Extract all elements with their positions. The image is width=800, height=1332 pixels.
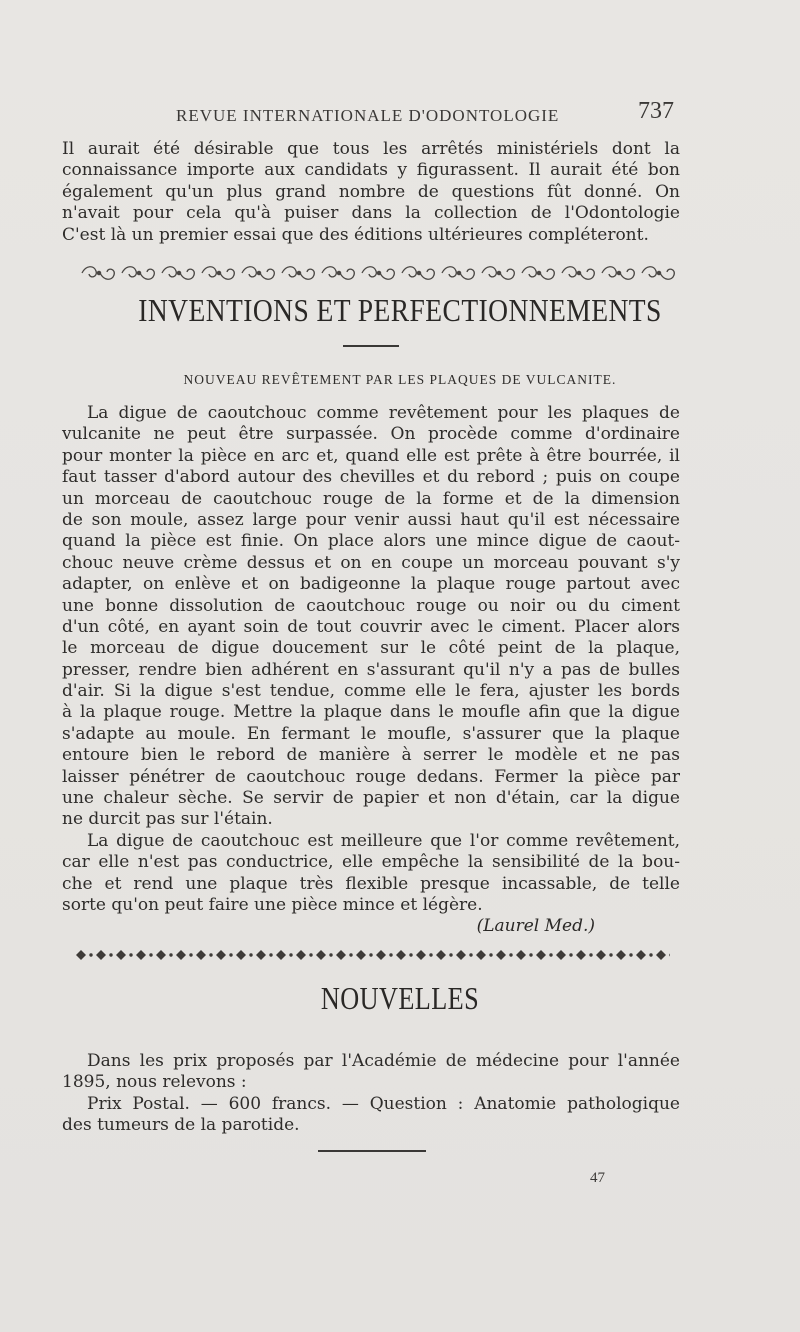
text-line: pour monter la pièce en arc et, quand elle est prête à être bourrée, il (62, 445, 680, 466)
text-line: une bonne dissolution de caoutchouc rouge ou noir ou du ciment (62, 595, 680, 616)
ornamental-divider-middle (70, 944, 670, 966)
text-line: des tumeurs de la parotide. (62, 1115, 300, 1136)
text-line: s'adapte au moule. En fermant le moufle, s'assurer que la plaque (62, 723, 680, 744)
closing-rule (318, 1150, 426, 1152)
text-line: à la plaque rouge. Mettre la plaque dans le moufle afin que la digue (62, 702, 680, 723)
section-title-nouvelles: NOUVELLES (320, 980, 480, 1016)
text-line: ne durcit pas sur l'étain. (62, 809, 273, 830)
text-line: le morceau de digue doucement sur le côté peint de la plaque, (62, 638, 680, 659)
text-line: également qu'un plus grand nombre de questions fût donné. On (62, 181, 680, 202)
ornamental-divider-top (80, 262, 676, 284)
article-paragraph-1 (62, 403, 680, 831)
text-line: laisser pénétrer de caoutchouc rouge dedans. Fermer la pièce par (62, 766, 680, 787)
text-line: La digue de caoutchouc comme revêtement pour les plaques de (87, 403, 680, 423)
text-line: La digue de caoutchouc est meilleure que l'or comme revêtement, (87, 831, 680, 851)
text-line: presser, rendre bien adhérent en s'assurant qu'il n'y a pas de bulles (62, 659, 680, 680)
section-title-inventions: INVENTIONS ET PERFECTIONNEMENTS (138, 292, 662, 328)
intro-paragraph (62, 139, 680, 246)
news-paragraph-1 (62, 1051, 680, 1094)
text-line: d'un côté, en ayant soin de tout couvrir avec le ciment. Placer alors (62, 616, 680, 637)
news-paragraph-2 (62, 1094, 680, 1137)
title-rule (343, 345, 399, 347)
text-line: car elle n'est pas conductrice, elle empêche la sensibilité de la bou- (62, 852, 680, 873)
signature-mark: 47 (590, 1170, 605, 1186)
text-line: 1895, nous relevons : (62, 1072, 247, 1093)
scroll-ornament-icon (80, 262, 676, 284)
text-line: d'air. Si la digue s'est tendue, comme elle le fera, ajuster les bords (62, 681, 680, 702)
text-line: adapter, on enlève et on badigeonne la plaque rouge partout avec (62, 574, 680, 595)
text-line: Il aurait été désirable que tous les arrêtés ministériels dont la (62, 139, 680, 159)
text-line: che et rend une plaque très flexible presque incassable, de telle (62, 873, 680, 894)
text-line: Prix Postal. — 600 francs. — Question : Anatomie pathologique (87, 1094, 680, 1114)
source-citation: (Laurel Med.) (476, 916, 595, 936)
text-line: quand la pièce est finie. On place alors une mince digue de caout- (62, 531, 680, 552)
diamond-chain-ornament-icon (70, 944, 670, 966)
running-header (62, 100, 680, 130)
text-line: entoure bien le rebord de manière à serrer le modèle et ne pas (62, 745, 680, 766)
text-line: Dans les prix proposés par l'Académie de médecine pour l'année (87, 1051, 680, 1071)
text-line: un morceau de caoutchouc rouge de la forme et de la dimension (62, 488, 680, 509)
page-number: 737 (638, 98, 674, 124)
text-line: C'est là un premier essai que des éditions ultérieures compléteront. (62, 224, 649, 245)
article-paragraph-2 (62, 831, 680, 917)
text-line: de son moule, assez large pour venir aussi haut qu'il est nécessaire (62, 509, 680, 530)
text-line: sorte qu'on peut faire une pièce mince et légère. (62, 895, 483, 916)
text-line: n'avait pour cela qu'à puiser dans la collection de l'Odontologie (62, 203, 680, 224)
text-line: une chaleur sèche. Se servir de papier et non d'étain, car la digue (62, 788, 680, 809)
text-line: chouc neuve crème dessus et on en coupe un morceau pouvant s'y (62, 552, 680, 573)
text-line: vulcanite ne peut être surpassée. On procède comme d'ordinaire (62, 424, 680, 445)
text-line: faut tasser d'abord autour des chevilles et du rebord ; puis on coupe (62, 467, 680, 488)
text-line: connaissance importe aux candidats y figurassent. Il aurait été bon (62, 160, 680, 181)
article-subtitle: NOUVEAU REVÊTEMENT PAR LES PLAQUES DE VULCANITE. (183, 372, 617, 387)
running-title: REVUE INTERNATIONALE D'ODONTOLOGIE (176, 106, 560, 125)
